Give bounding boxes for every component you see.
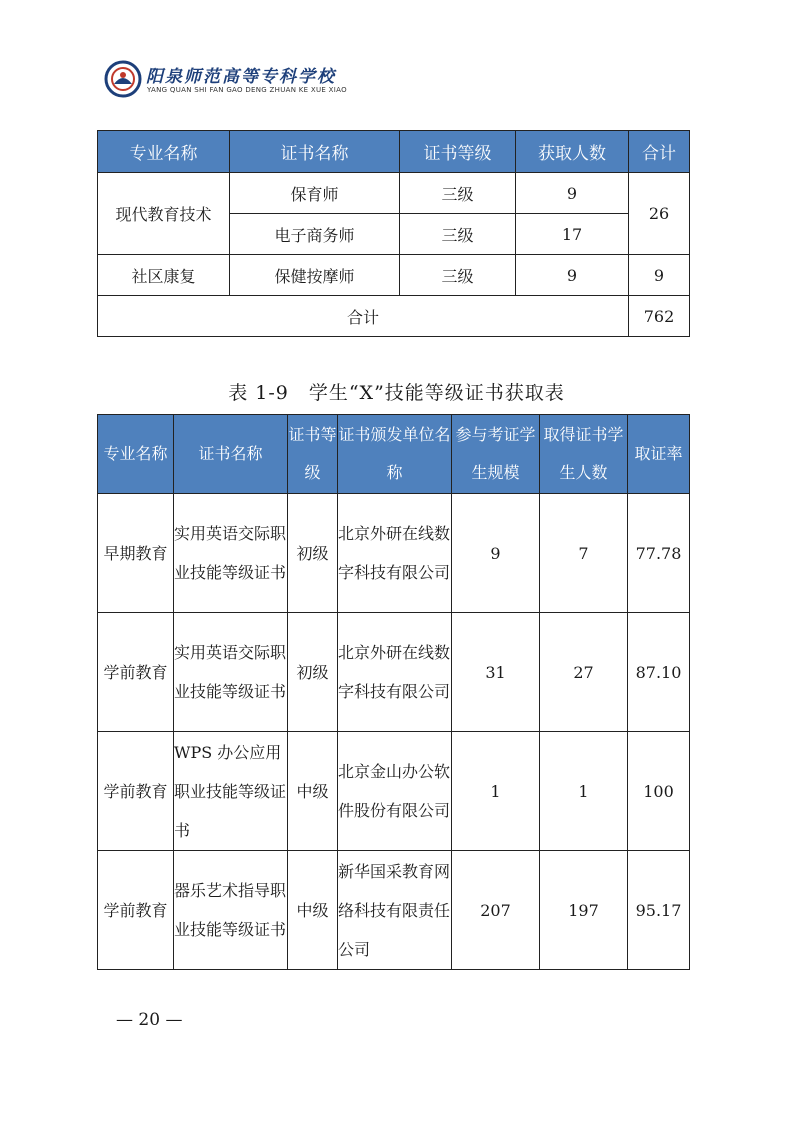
cell-obtained: 197 — [540, 851, 628, 970]
cell-obtained: 27 — [540, 613, 628, 732]
cell-major: 早期教育 — [98, 494, 174, 613]
cell-rate: 100 — [628, 732, 690, 851]
cell-level: 中级 — [288, 851, 338, 970]
school-name-cn: 阳泉师范高等专科学校 — [146, 67, 336, 87]
cell-issuer: 北京外研在线数字科技有限公司 — [338, 494, 452, 613]
cell-major: 学前教育 — [98, 732, 174, 851]
table-row — [98, 173, 690, 214]
cell-cert: 保育师 — [230, 173, 400, 214]
cell-level: 三级 — [400, 173, 516, 214]
cell-rate: 77.78 — [628, 494, 690, 613]
page-number: — 20 — — [116, 1010, 183, 1030]
cell-level: 三级 — [400, 214, 516, 255]
cell-participants: 1 — [452, 732, 540, 851]
cell-obtained: 1 — [540, 732, 628, 851]
header-rate: 取证率 — [628, 415, 690, 494]
cell-level: 初级 — [288, 613, 338, 732]
header-total: 合计 — [629, 131, 690, 173]
header-major: 专业名称 — [98, 131, 230, 173]
cell-issuer: 北京金山办公软件股份有限公司 — [338, 732, 452, 851]
cell-participants: 31 — [452, 613, 540, 732]
cell-major: 学前教育 — [98, 851, 174, 970]
cell-cert: 器乐艺术指导职业技能等级证书 — [174, 851, 288, 970]
header-cert-name: 证书名称 — [230, 131, 400, 173]
cell-issuer: 北京外研在线数字科技有限公司 — [338, 613, 452, 732]
cell-count: 17 — [516, 214, 629, 255]
header-cert-name: 证书名称 — [174, 415, 288, 494]
cell-major: 社区康复 — [98, 255, 230, 296]
cell-rate: 87.10 — [628, 613, 690, 732]
cell-count: 9 — [516, 173, 629, 214]
header-cert-level: 证书等级 — [400, 131, 516, 173]
header-major: 专业名称 — [98, 415, 174, 494]
cell-major: 学前教育 — [98, 613, 174, 732]
certificate-summary-table — [97, 130, 690, 337]
cell-cert: 电子商务师 — [230, 214, 400, 255]
school-name-en: YANG QUAN SHI FAN GAO DENG ZHUAN KE XUE XIAO — [147, 86, 347, 94]
cell-issuer: 新华国采教育网络科技有限责任公司 — [338, 851, 452, 970]
table-row — [98, 494, 690, 613]
cell-level: 初级 — [288, 494, 338, 613]
cell-participants: 9 — [452, 494, 540, 613]
table-caption: 表 1-9 学生“X”技能等级证书获取表 — [228, 382, 565, 404]
table-row — [98, 255, 690, 296]
table-row — [98, 851, 690, 970]
header-issuer: 证书颁发单位名称 — [338, 415, 452, 494]
cell-cert: 实用英语交际职业技能等级证书 — [174, 613, 288, 732]
page-header — [104, 60, 404, 104]
header-cert-level: 证书等级 — [288, 415, 338, 494]
table-header-row — [98, 131, 690, 173]
cell-cert: WPS 办公应用职业技能等级证书 — [174, 732, 288, 851]
table-row — [98, 732, 690, 851]
cell-participants: 207 — [452, 851, 540, 970]
table-header-row — [98, 415, 690, 494]
header-participants: 参与考证学生规模 — [452, 415, 540, 494]
cell-cert: 保健按摩师 — [230, 255, 400, 296]
cell-cert: 实用英语交际职业技能等级证书 — [174, 494, 288, 613]
grand-total-label: 合计 — [98, 296, 629, 337]
cell-level: 三级 — [400, 255, 516, 296]
grand-total-row — [98, 296, 690, 337]
header-obtained: 取得证书学生人数 — [540, 415, 628, 494]
header-count: 获取人数 — [516, 131, 629, 173]
table-row — [98, 613, 690, 732]
cell-major: 现代教育技术 — [98, 173, 230, 255]
school-emblem-icon — [104, 60, 142, 98]
grand-total-value: 762 — [629, 296, 690, 337]
cell-group-total: 26 — [629, 173, 690, 255]
cell-level: 中级 — [288, 732, 338, 851]
cell-rate: 95.17 — [628, 851, 690, 970]
x-certificate-table — [97, 414, 690, 970]
cell-obtained: 7 — [540, 494, 628, 613]
cell-group-total: 9 — [629, 255, 690, 296]
cell-count: 9 — [516, 255, 629, 296]
